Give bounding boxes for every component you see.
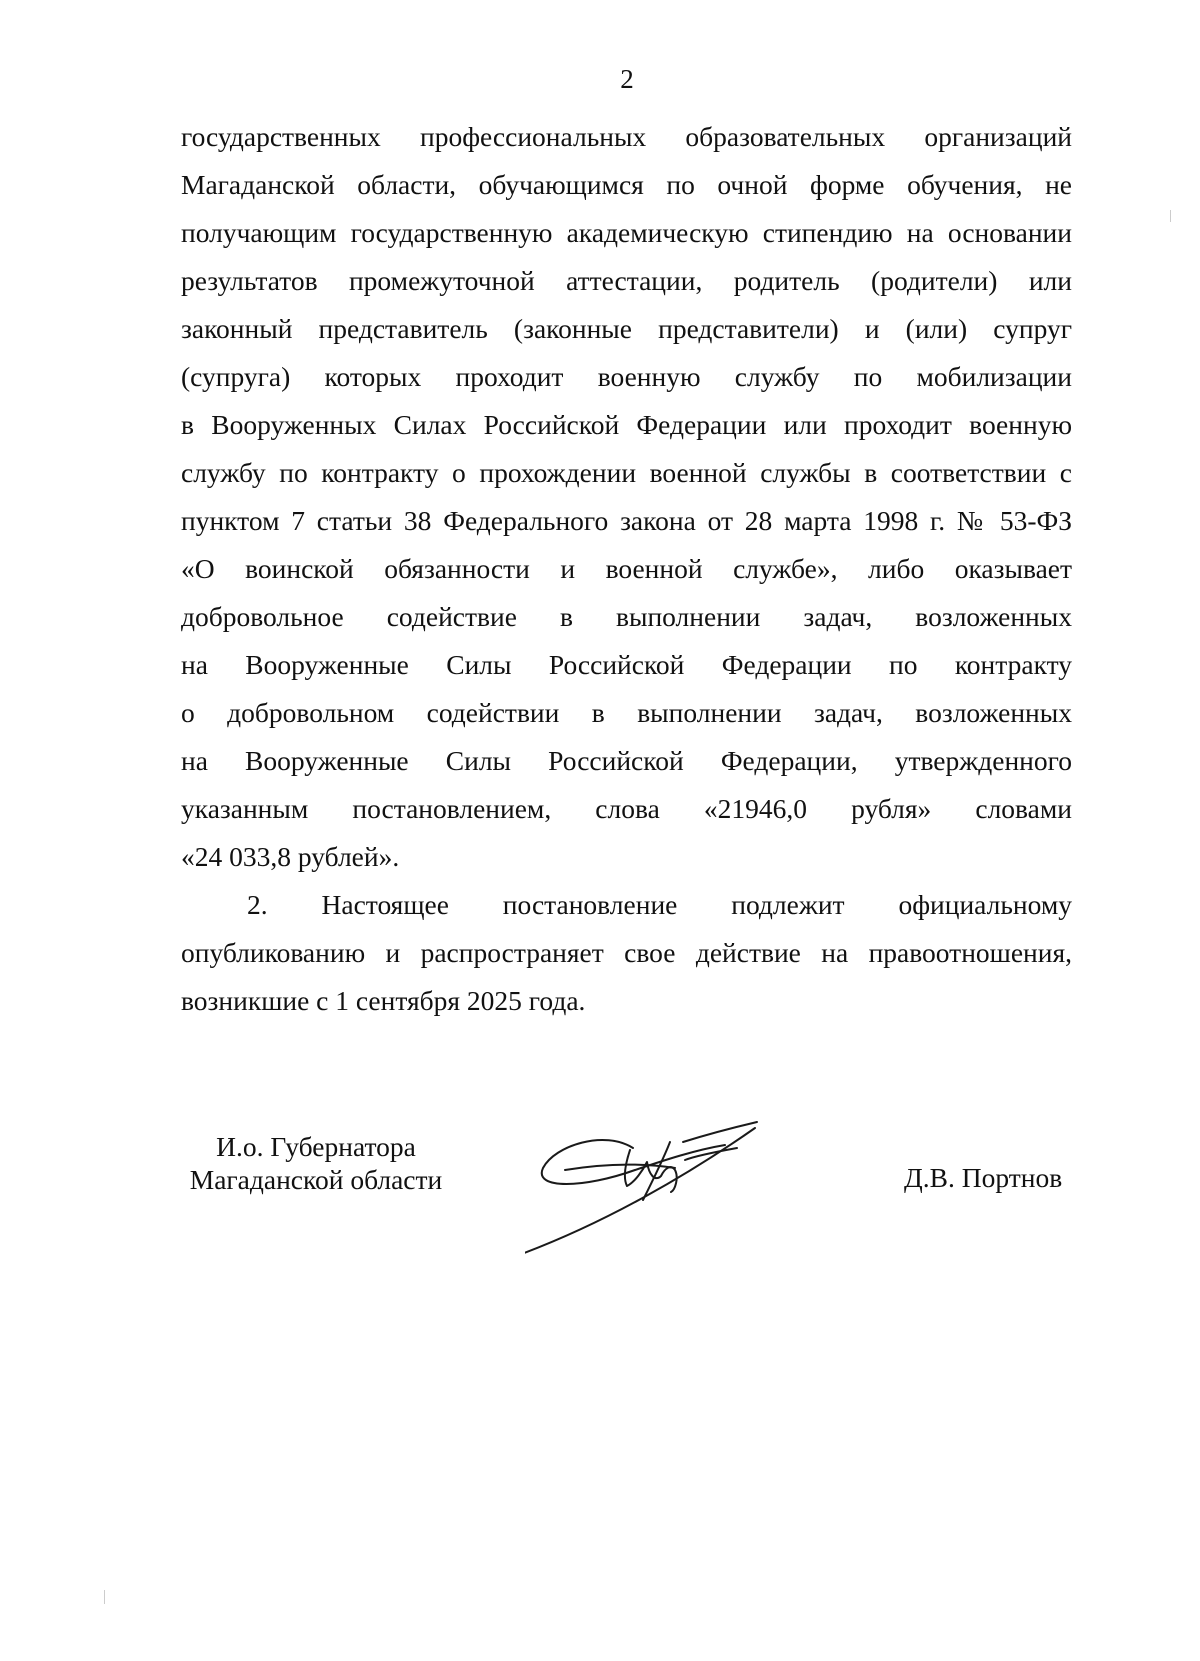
signer-name: Д.В. Портнов xyxy=(904,1162,1063,1193)
body-line: государственных профессиональных образовательных организаций xyxy=(181,121,1072,152)
body-line: пунктом 7 статьи 38 Федерального закона от 28 марта 1998 г. № 53-ФЗ xyxy=(181,505,1072,536)
page-number: 2 xyxy=(620,64,634,94)
document-body xyxy=(181,113,1072,1025)
body-line: результатов промежуточной аттестации, родитель (родители) или xyxy=(181,265,1072,296)
body-line: «24 033,8 рублей». xyxy=(181,841,400,872)
body-line: на Вооруженные Силы Российской Федерации по контракту xyxy=(181,649,1072,680)
paragraph-2-first-line: 2. Настоящее постановление подлежит официальному xyxy=(247,889,1072,920)
signer-position-line: И.о. Губернатора xyxy=(216,1131,416,1162)
signer-position-line: Магаданской области xyxy=(189,1164,443,1195)
signature-block xyxy=(0,1130,1200,1280)
body-line: (супруга) которых проходит военную службу по мобилизации xyxy=(181,361,1072,392)
body-line: указанным постановлением, слова «21946,0 рубля» словами xyxy=(181,793,1072,824)
scan-mark xyxy=(1170,210,1171,222)
body-line: в Вооруженных Силах Российской Федерации или проходит военную xyxy=(181,409,1072,440)
body-line: «О воинской обязанности и военной службе», либо оказывает xyxy=(181,553,1072,584)
body-line: возникшие с 1 сентября 2025 года. xyxy=(181,985,586,1016)
body-line: о добровольном содействии в выполнении задач, возложенных xyxy=(181,697,1072,728)
signer-position xyxy=(181,1130,451,1196)
body-line: добровольное содействие в выполнении задач, возложенных xyxy=(181,601,1072,632)
body-line: на Вооруженные Силы Российской Федерации, утвержденного xyxy=(181,745,1072,776)
body-line: опубликованию и распространяет свое действие на правоотношения, xyxy=(181,937,1072,968)
handwritten-signature xyxy=(525,1120,805,1270)
body-line: получающим государственную академическую стипендию на основании xyxy=(181,217,1072,248)
body-line: Магаданской области, обучающимся по очной форме обучения, не xyxy=(181,169,1072,200)
body-line: законный представитель (законные представители) и (или) супруг xyxy=(181,313,1072,344)
body-line: службу по контракту о прохождении военной службы в соответствии с xyxy=(181,457,1072,488)
scan-mark xyxy=(104,1590,105,1604)
